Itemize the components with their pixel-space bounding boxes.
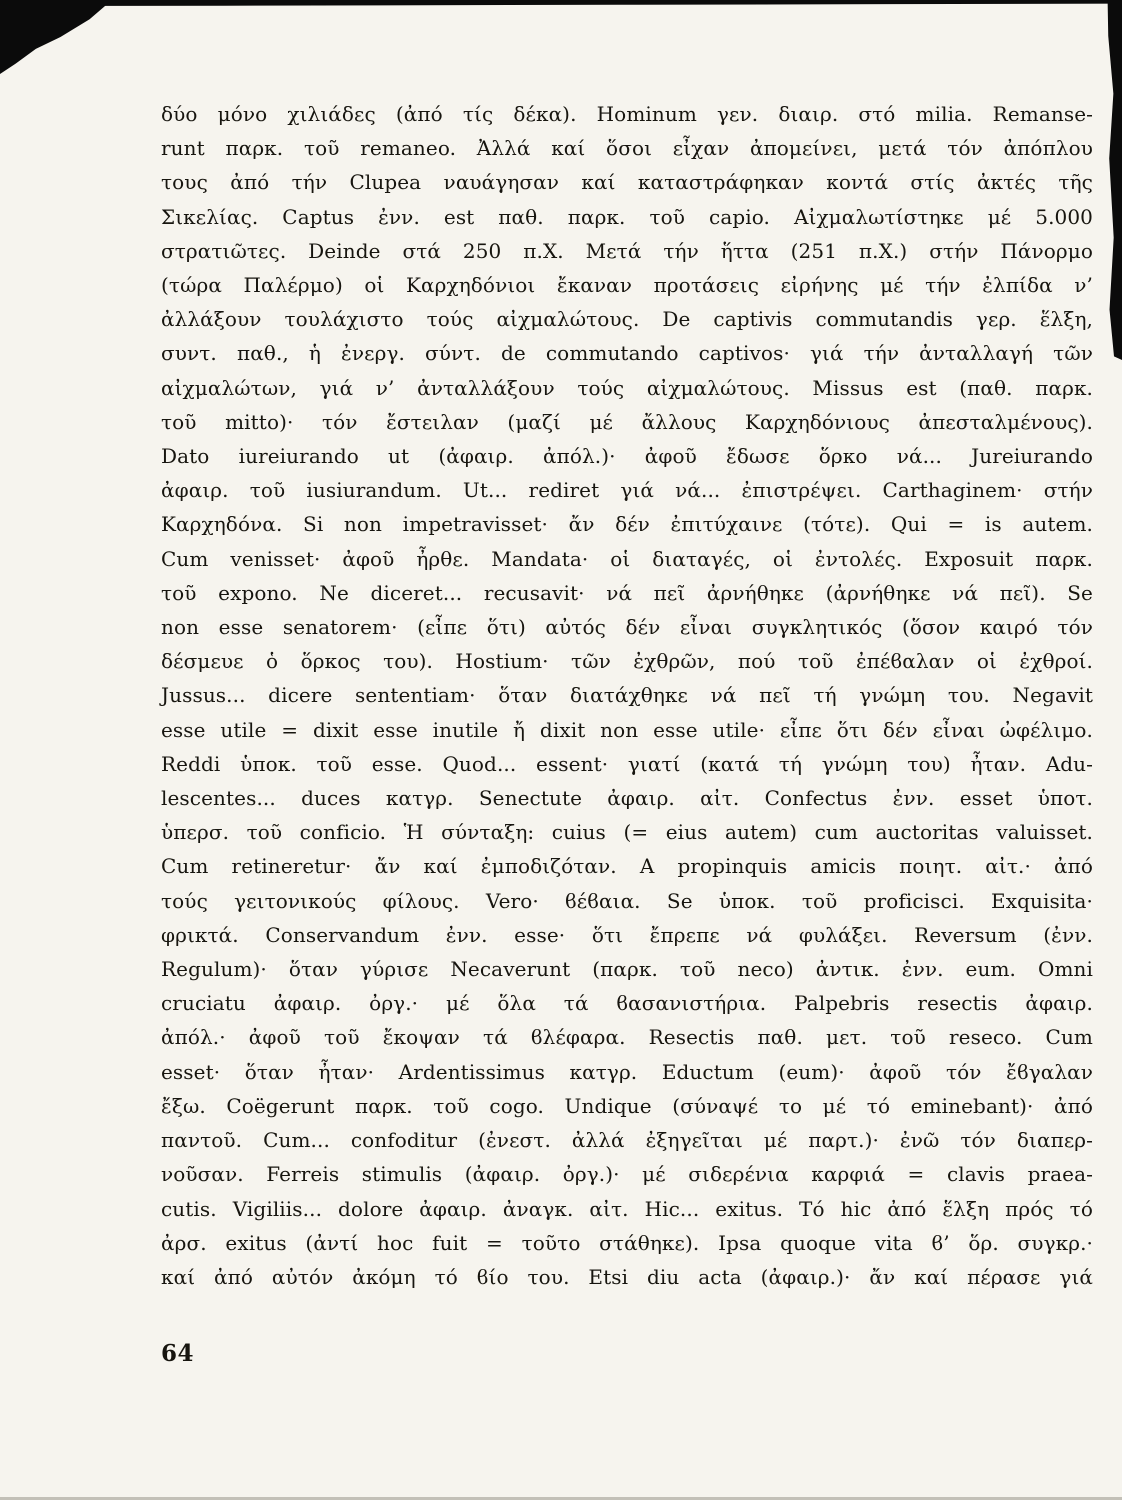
text-line: Σικελίας. Captus ἐνν. est παθ. παρκ. τοῦ capio. Αἰχμαλωτίστηκε μέ 5.000 [161,204,1093,229]
text-line: τοῦ mitto)· τόν ἔστειλαν (μαζί μέ ἄλλους Καρχηδόνιους ἀπεσταλμένους). [161,409,1093,434]
text-line: αἰχμαλώτων, γιά ν’ ἀνταλλάξουν τούς αἰχμαλώτους. Missus est (παθ. παρκ. [161,375,1093,400]
text-line: τούς γειτονικούς φίλους. Vero· ϐέϐαια. Se ὑποκ. τοῦ proficisci. Exquisita· [161,888,1093,913]
text-line: ἀπόλ.· ἀφοῦ τοῦ ἔκοψαν τά ϐλέφαρα. Resectis παθ. μετ. τοῦ reseco. Cum [161,1025,1093,1050]
scan-artifact-top-left-corner [0,0,112,74]
scan-artifact-right-edge [1106,0,1122,360]
text-line: Cum retineretur· ἄν καί ἐμποδιζόταν. A propinquis amicis ποιητ. αἰτ.· ἀπό [161,854,1093,879]
text-line: ἀφαιρ. τοῦ iusiurandum. Ut... rediret γιά νά... ἐπιστρέψει. Carthaginem· στήν [161,478,1093,503]
text-line: τους ἀπό τήν Clupea ναυάγησαν καί καταστράφηκαν κοντά στίς ἀκτές τῆς [161,170,1093,195]
text-line: Jussus... dicere sententiam· ὅταν διατάχθηκε νά πεῖ τή γνώμη του. Negavit [161,683,1093,708]
text-line: lescentes... duces κατγρ. Senectute ἀφαιρ. αἰτ. Confectus ἐνν. esset ὑποτ. [161,786,1093,811]
text-line: φρικτά. Conservandum ἐνν. esse· ὅτι ἔπρεπε νά φυλάξει. Reversum (ἐνν. [161,922,1093,947]
text-line: cutis. Vigiliis... dolore ἀφαιρ. ἀναγκ. αἰτ. Hic... exitus. Τό hic ἀπό ἕλξη πρός τό [161,1196,1093,1221]
text-line: παντοῦ. Cum... confoditur (ἐνεστ. ἀλλά ἐξηγεῖται μέ παρτ.)· ἐνῶ τόν διαπερ- [161,1128,1093,1153]
text-line: ἔξω. Coëgerunt παρκ. τοῦ cogo. Undique (σύναψέ το μέ τό eminebant)· ἀπό [161,1093,1093,1118]
text-line: τοῦ expono. Ne diceret... recusavit· νά πεῖ ἀρνήθηκε (ἀρνήθηκε νά πεῖ). Se [161,580,1093,605]
text-line: Cum venisset· ἀφοῦ ἦρθε. Mandata· οἱ διαταγές, οἱ ἐντολές. Exposuit παρκ. [161,546,1093,571]
text-line: runt παρκ. τοῦ remaneo. Ἀλλά καί ὅσοι εἶχαν ἀπομείνει, μετά τόν ἀπόπλου [161,136,1093,161]
text-line: δύο μόνο χιλιάδες (ἀπό τίς δέκα). Hominum γεν. διαιρ. στό milia. Remanse- [161,102,1093,126]
page-number: 64 [161,1340,195,1367]
text-line: (τώρα Παλέρμο) οἱ Καρχηδόνιοι ἔκαναν προτάσεις εἰρήνης μέ τήν ἐλπίδα ν’ [161,273,1093,298]
text-line: δέσμευε ὁ ὅρκος του). Hostium· τῶν ἐχθρῶν, πού τοῦ ἐπέϐαλαν οἱ ἐχθροί. [161,649,1093,674]
text-line: cruciatu ἀφαιρ. ὀργ.· μέ ὅλα τά ϐασανιστήρια. Palpebris resectis ἀφαιρ. [161,991,1093,1016]
text-line: esset· ὅταν ἦταν· Ardentissimus κατγρ. Eductum (eum)· ἀφοῦ τόν ἔϐγαλαν [161,1059,1093,1084]
text-line: συντ. παθ., ἡ ἐνεργ. σύντ. de commutando captivos· γιά τήν ἀνταλλαγή τῶν [161,341,1093,366]
text-line: ἀλλάξουν τουλάχιστο τούς αἰχμαλώτους. De captivis commutandis γερ. ἕλξη, [161,307,1093,332]
text-line: στρατιῶτες. Deinde στά 250 π.Χ. Μετά τήν ἥττα (251 π.Χ.) στήν Πάνορμο [161,238,1093,263]
text-line: ἀρσ. exitus (ἀντί hoc fuit = τοῦτο στάθηκε). Ipsa quoque vita ϐ’ ὅρ. συγκρ.· [161,1230,1093,1255]
text-line: Reddi ὑποκ. τοῦ esse. Quod... essent· γιατί (κατά τή γνώμη του) ἦταν. Adu- [161,751,1093,776]
text-line: ὑπερσ. τοῦ conficio. Ἡ σύνταξη: cuius (= eius autem) cum auctoritas valuisset. [161,820,1093,845]
text-line: Regulum)· ὅταν γύρισε Necaverunt (παρκ. τοῦ neco) ἀντικ. ἐνν. eum. Omni [161,957,1093,982]
text-line: νοῦσαν. Ferreis stimulis (ἀφαιρ. ὀργ.)· μέ σιδερένια καρφιά = clavis praea- [161,1162,1093,1187]
text-line: esse utile = dixit esse inutile ἤ dixit non esse utile· εἶπε ὅτι δέν εἶναι ὠφέλιμο. [161,717,1093,742]
text-line: Καρχηδόνα. Si non impetravisset· ἄν δέν ἐπιτύχαινε (τότε). Qui = is autem. [161,512,1093,537]
text-line: non esse senatorem· (εἶπε ὅτι) αὐτός δέν εἶναι συγκλητικός (ὅσον καιρό τόν [161,615,1093,640]
scan-artifact-top-edge [0,0,1122,6]
text-line: καί ἀπό αὐτόν ἀκόμη τό ϐίο του. Etsi diu acta (ἀφαιρ.)· ἄν καί πέρασε γιά [161,1264,1093,1289]
text-line: Dato iureiurando ut (ἀφαιρ. ἀπόλ.)· ἀφοῦ ἔδωσε ὅρκο νά... Jureiurando [161,444,1093,469]
body-text [161,97,1093,1294]
